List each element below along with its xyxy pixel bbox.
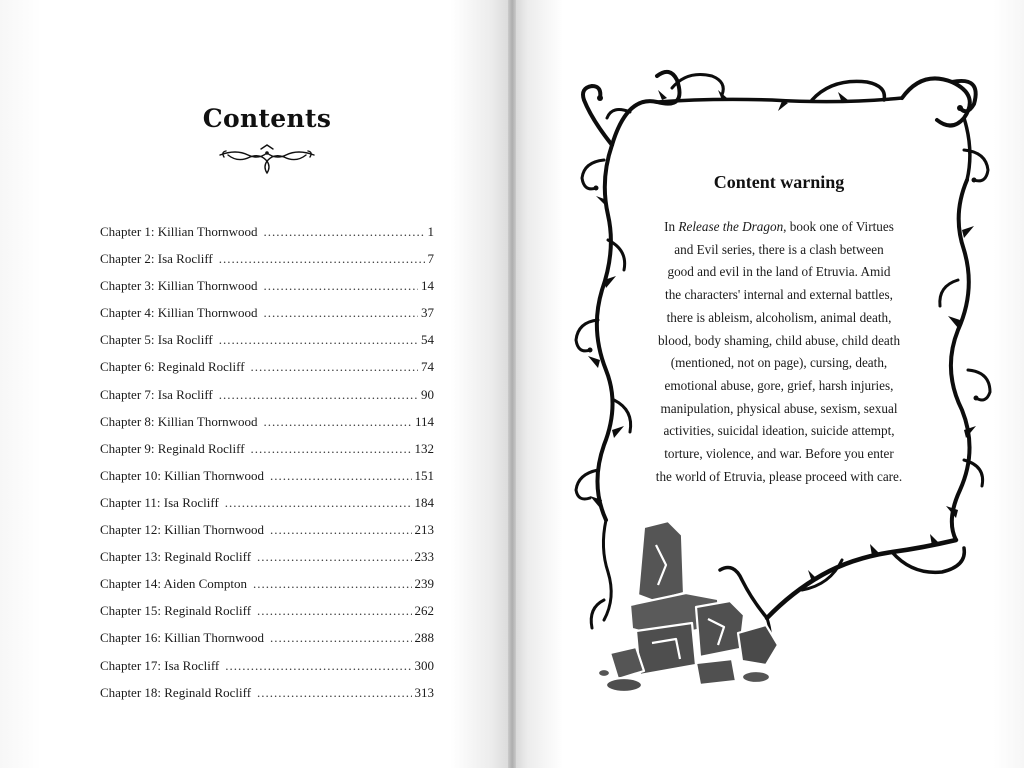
toc-leader-dots	[219, 387, 418, 403]
content-warning-body	[634, 216, 924, 488]
content-warning-line	[634, 375, 924, 398]
content-warning-title: Content warning	[713, 172, 845, 192]
toc-page-number: 300	[414, 657, 434, 673]
content-warning-line	[634, 443, 924, 466]
toc-chapter-label: Chapter 6: Reginald Rocliff	[100, 359, 245, 375]
toc-entry	[100, 278, 434, 305]
toc-entry	[100, 414, 434, 441]
book-gutter	[508, 0, 516, 768]
toc-entry	[100, 576, 434, 603]
content-warning-text: good and evil in the land of Etruvia. Amid	[667, 264, 891, 280]
content-warning-text: , book one of Virtues	[783, 219, 894, 234]
toc-leader-dots	[264, 278, 418, 294]
toc-chapter-label: Chapter 2: Isa Rocliff	[100, 251, 213, 267]
content-warning-text: blood, body shaming, child abuse, child death	[657, 332, 901, 348]
toc-entry	[100, 332, 434, 359]
toc-entry	[100, 522, 434, 549]
toc-page-number: 54	[421, 332, 434, 348]
content-warning-line	[634, 352, 924, 375]
toc-leader-dots	[264, 305, 418, 321]
toc-chapter-label: Chapter 11: Isa Rocliff	[100, 494, 219, 510]
toc-page-number: 233	[414, 549, 434, 565]
toc-chapter-label: Chapter 1: Killian Thornwood	[100, 224, 258, 239]
toc-leader-dots	[264, 414, 412, 430]
broken-stone-throne-icon	[596, 515, 786, 695]
toc-page-number: 151	[414, 467, 434, 483]
toc-chapter-label: Chapter 17: Isa Rocliff	[100, 657, 220, 673]
toc-leader-dots	[264, 224, 425, 240]
toc-entry	[100, 658, 434, 685]
toc-page-number: 213	[414, 522, 434, 538]
toc-page-number: 37	[421, 305, 434, 321]
toc-leader-dots	[251, 441, 412, 457]
toc-chapter-label: Chapter 13: Reginald Rocliff	[100, 549, 252, 565]
content-warning-line	[634, 466, 924, 489]
toc-chapter-label: Chapter 15: Reginald Rocliff	[100, 603, 252, 619]
toc-entry	[100, 495, 434, 522]
toc-chapter-label: Chapter 14: Aiden Compton	[100, 576, 247, 592]
content-warning-line	[634, 398, 924, 421]
toc-leader-dots	[257, 685, 411, 701]
content-warning-text: In	[664, 219, 679, 234]
content-warning-line	[634, 284, 924, 307]
toc-page-number: 288	[414, 630, 434, 646]
toc-chapter-label: Chapter 12: Killian Thornwood	[100, 522, 265, 538]
content-warning-text: torture, violence, and war. Before you enter	[664, 446, 894, 462]
toc-leader-dots	[225, 495, 412, 511]
toc-page-number: 14	[421, 278, 434, 294]
toc-chapter-label: Chapter 9: Reginald Rocliff	[100, 440, 245, 456]
book-title-italic: Release the Dragon	[678, 219, 784, 234]
flourish-ornament-icon	[218, 143, 316, 177]
toc-page-number: 114	[414, 413, 434, 429]
content-warning-line	[634, 420, 924, 443]
content-warning-line	[634, 307, 924, 330]
content-warning-text: the world of Etruvia, please proceed with care.	[655, 468, 903, 484]
contents-title: Contents	[202, 104, 332, 133]
content-warning-text: manipulation, physical abuse, sexism, sexual	[660, 400, 898, 416]
toc-entry	[100, 224, 434, 251]
content-warning-text: emotional abuse, gore, grief, harsh injuries,	[664, 377, 894, 393]
toc-page-number: 74	[421, 359, 434, 375]
toc-leader-dots	[219, 251, 425, 267]
content-warning-text: there is ableism, alcoholism, animal death,	[666, 309, 892, 325]
toc-chapter-label: Chapter 8: Killian Thornwood	[100, 413, 258, 429]
toc-page-number: 1	[427, 224, 434, 239]
toc-chapter-label: Chapter 7: Isa Rocliff	[100, 386, 213, 402]
toc-entry	[100, 630, 434, 657]
content-warning-text: activities, suicidal ideation, suicide attempt,	[663, 423, 895, 439]
content-warning-text: (mentioned, not on page), cursing, death,	[670, 355, 888, 371]
toc-entry	[100, 603, 434, 630]
toc-page-number: 313	[414, 684, 434, 700]
content-warning-line	[634, 330, 924, 353]
toc-leader-dots	[251, 359, 418, 375]
toc-chapter-label: Chapter 16: Killian Thornwood	[100, 630, 265, 646]
content-warning-line	[634, 216, 924, 239]
toc-page-number: 90	[421, 386, 434, 402]
content-warning-text: and Evil series, there is a clash between	[674, 241, 884, 257]
toc-entry	[100, 441, 434, 468]
table-of-contents	[100, 224, 434, 712]
toc-leader-dots	[270, 630, 411, 646]
toc-leader-dots	[225, 658, 411, 674]
toc-entry	[100, 387, 434, 414]
toc-entry	[100, 305, 434, 332]
content-warning-text: the characters' internal and external battles,	[665, 287, 893, 303]
toc-chapter-label: Chapter 3: Killian Thornwood	[100, 278, 258, 294]
toc-chapter-label: Chapter 4: Killian Thornwood	[100, 305, 258, 321]
toc-page-number: 184	[414, 494, 434, 510]
content-warning-line	[634, 239, 924, 262]
toc-entry	[100, 549, 434, 576]
toc-leader-dots	[219, 332, 418, 348]
toc-entry	[100, 468, 434, 495]
toc-page-number: 132	[414, 440, 434, 456]
toc-entry	[100, 685, 434, 712]
toc-page-number: 262	[414, 603, 434, 619]
toc-page-number: 7	[427, 251, 434, 267]
toc-leader-dots	[257, 603, 411, 619]
right-page	[512, 0, 1024, 768]
toc-chapter-label: Chapter 18: Reginald Rocliff	[100, 684, 252, 700]
toc-leader-dots	[270, 522, 411, 538]
toc-chapter-label: Chapter 5: Isa Rocliff	[100, 332, 213, 348]
toc-chapter-label: Chapter 10: Killian Thornwood	[100, 467, 265, 483]
toc-entry	[100, 359, 434, 386]
toc-entry	[100, 251, 434, 278]
toc-leader-dots	[253, 576, 412, 592]
toc-leader-dots	[270, 468, 411, 484]
toc-leader-dots	[257, 549, 411, 565]
toc-page-number: 239	[414, 576, 434, 592]
content-warning-line	[634, 261, 924, 284]
